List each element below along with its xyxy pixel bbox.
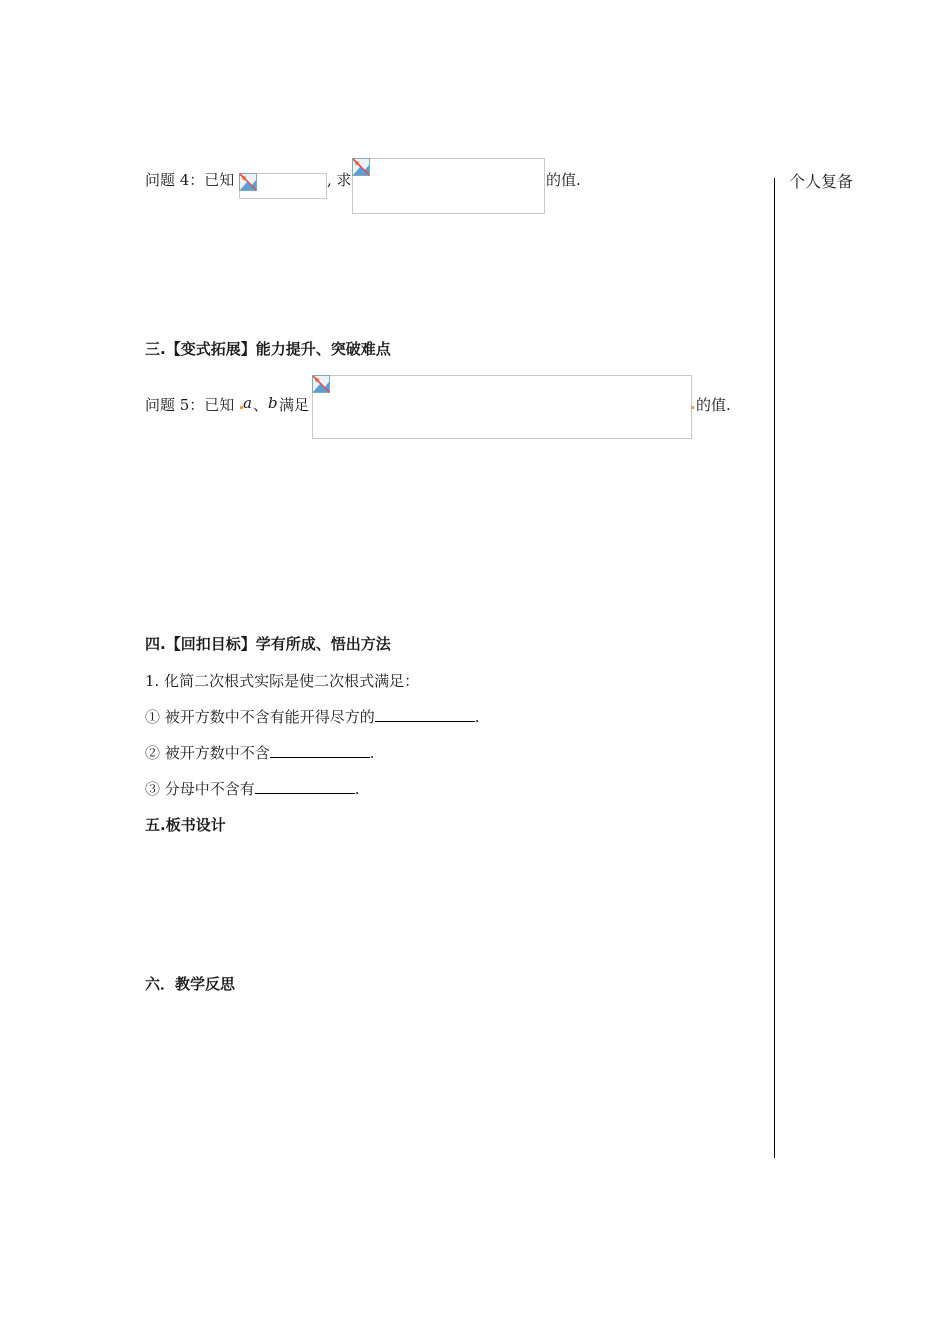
problem4-suffix: 的值. (546, 171, 581, 189)
fill-blank-1[interactable] (375, 707, 475, 722)
section3-heading: 三.【变式拓展】能力提升、突破难点 (145, 340, 391, 358)
sidebar-label: 个人复备 (789, 172, 854, 191)
condition-3 (145, 778, 360, 799)
margin-divider (774, 178, 775, 1158)
formula-image-1 (239, 173, 327, 199)
condition-2 (145, 742, 375, 763)
broken-image-icon (352, 158, 370, 176)
section5-heading: 五.板书设计 (145, 816, 226, 834)
section4-heading: 四.【回扣目标】学有所成、悟出方法 (145, 635, 391, 653)
broken-image-icon (239, 173, 257, 191)
section4-item1: 1. 化简二次根式实际是使二次根式满足： (145, 672, 420, 690)
formula-image-2 (352, 158, 545, 214)
section6-heading: 六．教学反思 (145, 975, 236, 993)
problem4-middle: , 求 (327, 171, 352, 189)
problem5-suffix: 的值. (696, 396, 731, 414)
anchor-marker (691, 406, 694, 409)
broken-image-icon (312, 375, 330, 393)
problem5-sep: 、 (253, 396, 269, 414)
condition-2-text: ② 被开方数中不含 (145, 744, 270, 762)
problem5-prefix: 问题 5：已知 (145, 396, 235, 414)
fill-blank-2[interactable] (270, 743, 370, 758)
condition-1-text: ① 被开方数中不含有能开得尽方的 (145, 708, 375, 726)
problem5-var-b: b (268, 394, 278, 412)
period: . (474, 708, 480, 726)
fill-blank-3[interactable] (255, 779, 355, 794)
condition-3-text: ③ 分母中不含有 (145, 780, 255, 798)
period: . (369, 744, 375, 762)
problem5-var-a: a (243, 394, 252, 412)
problem5-middle: 满足 (279, 396, 310, 414)
formula-image-3 (312, 375, 692, 439)
period: . (354, 780, 360, 798)
condition-1 (145, 706, 480, 727)
problem4-prefix: 问题 4：已知 (145, 171, 235, 189)
